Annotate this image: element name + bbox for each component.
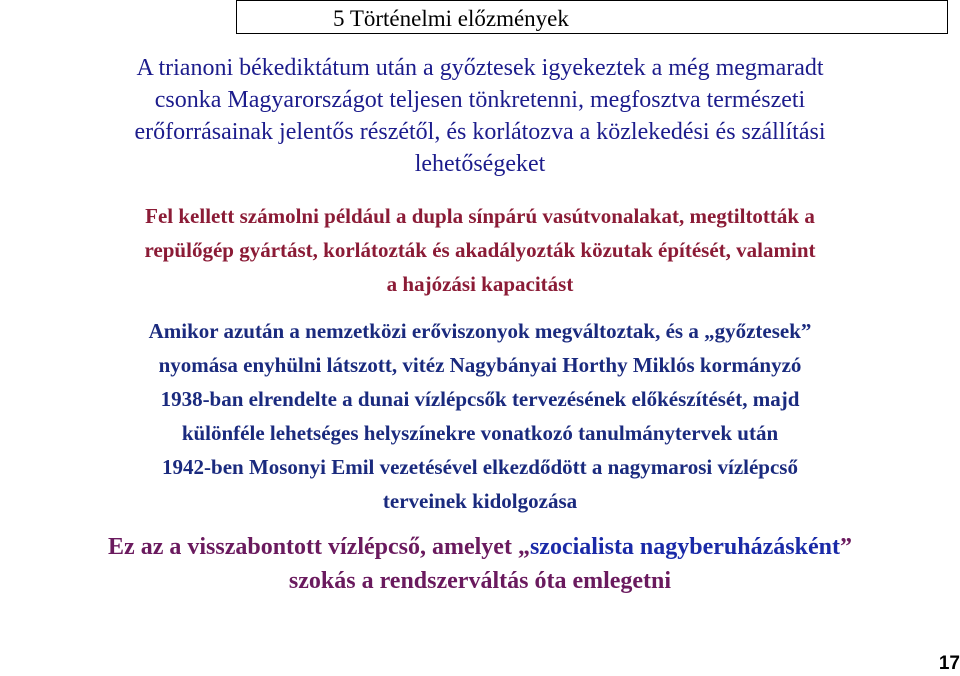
paragraph-line: 1942-ben Mosonyi Emil vezetésével elkezdődött a nagymarosi vízlépcső xyxy=(162,455,798,479)
title-box xyxy=(236,0,948,34)
closing-quote: ” xyxy=(839,534,852,560)
paragraph-line: a hajózási kapacitást xyxy=(386,272,574,296)
paragraph-line: A trianoni békediktátum után a győztesek igyekeztek a még megmaradt xyxy=(136,55,824,81)
paragraph-line: Amikor azután a nemzetközi erőviszonyok megváltoztak, és a „győztesek” xyxy=(148,319,812,343)
paragraph-line: különféle lehetséges helyszínekre vonatkozó tanulmánytervek után xyxy=(181,421,779,445)
paragraph-trianon xyxy=(0,52,960,180)
paragraph-line: repülőgép gyártást, korlátozták és akadályozták közutak építését, valamint xyxy=(144,238,816,262)
highlighted-phrase: szocialista nagyberuházásként xyxy=(529,534,840,560)
conclusion-text-start: Ez az a visszabontott vízlépcső, amelyet „ xyxy=(108,534,530,560)
paragraph-line: terveinek kidolgozása xyxy=(382,489,578,513)
paragraph-line: lehetőségeket xyxy=(414,151,546,177)
paragraph-line: 1938-ban elrendelte a dunai vízlépcsők tervezésének előkészítését, majd xyxy=(160,387,800,411)
paragraph-conclusion xyxy=(0,530,960,598)
paragraph-line xyxy=(0,530,960,564)
slide-title: 5 Történelmi előzmények xyxy=(333,6,569,31)
paragraph-line: Fel kellett számolni például a dupla sínpárú vasútvonalakat, megtiltották a xyxy=(145,204,815,228)
paragraph-line: szokás a rendszerváltás óta emlegetni xyxy=(288,568,672,594)
paragraph-restrictions xyxy=(0,199,960,301)
paragraph-planning-history xyxy=(0,314,960,518)
page-number: 17 xyxy=(938,653,960,674)
paragraph-line: erőforrásainak jelentős részétől, és korlátozva a közlekedési és szállítási xyxy=(134,119,826,145)
paragraph-line: csonka Magyarországot teljesen tönkretenni, megfosztva természeti xyxy=(154,87,806,113)
paragraph-line: nyomása enyhülni látszott, vitéz Nagybányai Horthy Miklós kormányzó xyxy=(158,353,802,377)
